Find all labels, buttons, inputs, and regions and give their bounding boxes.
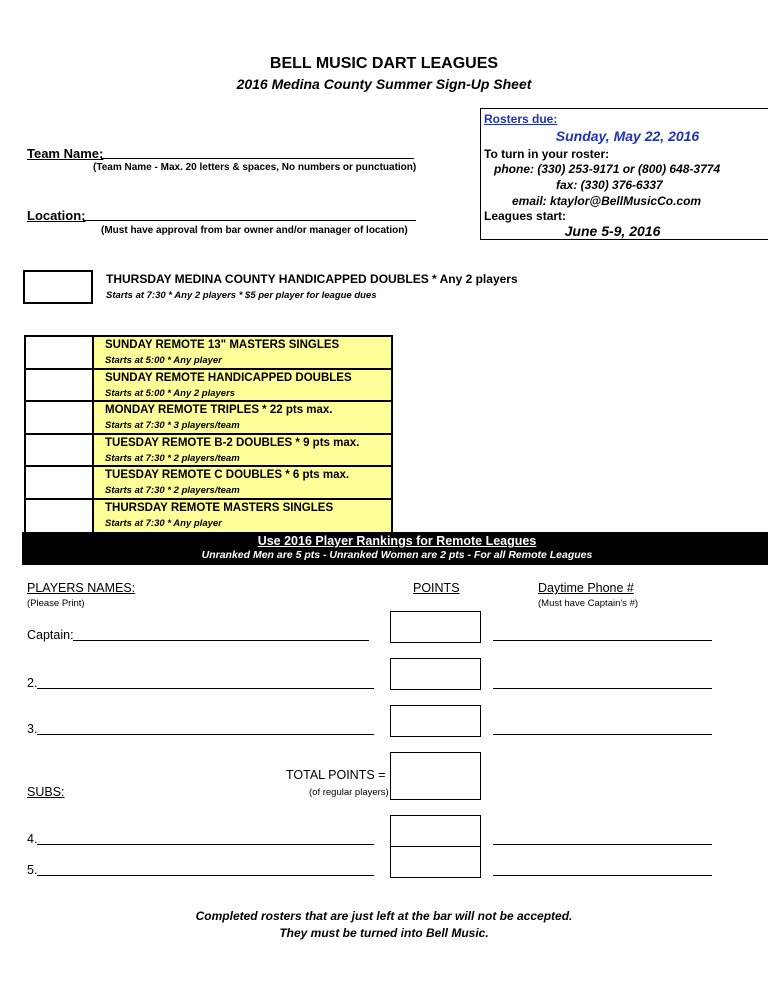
captain-name-field[interactable] xyxy=(73,640,369,641)
player-5-phone-field[interactable] xyxy=(493,875,712,876)
phone-note: (Must have Captain's #) xyxy=(538,598,639,609)
league-cell xyxy=(94,467,391,498)
captain-phone-field[interactable] xyxy=(493,640,712,641)
league-detail: Starts at 7:30 * 2 players/team xyxy=(105,452,240,464)
league-row xyxy=(26,435,391,468)
league-name: MONDAY REMOTE TRIPLES * 22 pts max. xyxy=(105,404,333,416)
league-checkbox[interactable] xyxy=(26,337,94,368)
player-4-label: 4. xyxy=(27,832,38,846)
banner-note: Unranked Men are 5 pts - Unranked Women are 2 pts - For all Remote Leagues xyxy=(201,549,593,561)
rosters-due-label: Rosters due: xyxy=(484,112,558,126)
player-3-name-field[interactable] xyxy=(37,734,374,735)
total-points-note: (of regular players) xyxy=(309,787,389,798)
player-4-points-box[interactable] xyxy=(390,815,481,847)
total-points-label: TOTAL POINTS = xyxy=(286,768,386,782)
league-detail: Starts at 7:30 * 2 players/team xyxy=(105,485,240,496)
page-subtitle: 2016 Medina County Summer Sign-Up Sheet xyxy=(236,76,532,92)
subs-label: SUBS: xyxy=(27,785,65,799)
player-5-label: 5. xyxy=(27,863,38,877)
league-checkbox[interactable] xyxy=(26,402,94,433)
leagues-start-date: June 5-9, 2016 xyxy=(564,223,661,239)
player-3-points-box[interactable] xyxy=(390,705,481,737)
player-2-phone-field[interactable] xyxy=(493,688,712,689)
league-row xyxy=(26,500,391,533)
contact-fax: fax: (330) 376-6337 xyxy=(556,178,663,192)
team-name-field[interactable] xyxy=(101,158,414,159)
rosters-due-date: Sunday, May 22, 2016 xyxy=(555,128,700,144)
league-cell xyxy=(94,500,391,533)
players-names-header: PLAYERS NAMES: xyxy=(27,581,136,595)
league-checkbox[interactable] xyxy=(26,500,94,533)
player-2-name-field[interactable] xyxy=(37,688,374,689)
player-3-label: 3. xyxy=(27,722,38,736)
league-row xyxy=(26,370,391,403)
league-detail: Starts at 5:00 * Any player xyxy=(105,355,222,366)
league-cell xyxy=(94,370,391,401)
remote-leagues-table xyxy=(24,335,393,532)
leagues-start-label: Leagues start: xyxy=(484,209,567,223)
player-5-points-box[interactable] xyxy=(390,846,481,878)
league-detail: Starts at 7:30 * Any player xyxy=(105,517,222,529)
league-checkbox[interactable] xyxy=(26,370,94,401)
points-header: POINTS xyxy=(413,581,460,595)
banner-title: Use 2016 Player Rankings for Remote Leagues xyxy=(257,534,537,548)
league-cell xyxy=(94,337,391,368)
league-name: TUESDAY REMOTE C DOUBLES * 6 pts max. xyxy=(105,469,350,481)
players-names-note: (Please Print) xyxy=(27,598,85,609)
league-cell xyxy=(94,435,391,466)
player-2-label: 2. xyxy=(27,676,38,690)
player-5-name-field[interactable] xyxy=(37,875,374,876)
page-title: BELL MUSIC DART LEAGUES xyxy=(269,55,499,72)
contact-phone: phone: (330) 253-9171 or (800) 648-3774 xyxy=(494,162,721,176)
player-2-points-box[interactable] xyxy=(390,658,481,690)
rankings-banner xyxy=(22,532,768,565)
league-row xyxy=(26,402,391,435)
location-label: Location: xyxy=(27,208,86,223)
footer-warning: Completed rosters that are just left at the bar will not be accepted. xyxy=(195,909,573,923)
league-detail: Starts at 5:00 * Any 2 players xyxy=(105,387,236,399)
player-3-phone-field[interactable] xyxy=(493,734,712,735)
footer-instruction: They must be turned into Bell Music. xyxy=(279,926,489,940)
player-4-name-field[interactable] xyxy=(37,844,374,845)
team-name-note: (Team Name - Max. 20 letters & spaces, No numbers or punctuation) xyxy=(93,162,417,173)
league-name: SUNDAY REMOTE HANDICAPPED DOUBLES xyxy=(105,371,352,384)
league-name: SUNDAY REMOTE 13" MASTERS SINGLES xyxy=(105,339,340,351)
league-name: TUESDAY REMOTE B-2 DOUBLES * 9 pts max. xyxy=(105,436,360,449)
captain-label: Captain: xyxy=(27,628,74,642)
thursday-league-detail: Starts at 7:30 * Any 2 players * $5 per player for league dues xyxy=(106,290,377,301)
league-row xyxy=(26,467,391,500)
total-points-box[interactable] xyxy=(390,752,481,800)
phone-header: Daytime Phone # xyxy=(538,581,634,595)
thursday-league-name: THURSDAY MEDINA COUNTY HANDICAPPED DOUBLES * Any 2 players xyxy=(106,272,518,286)
turn-in-label: To turn in your roster: xyxy=(484,147,610,161)
rosters-info-box xyxy=(480,108,768,240)
thursday-league-checkbox[interactable] xyxy=(23,270,93,304)
league-checkbox[interactable] xyxy=(26,467,94,498)
league-name: THURSDAY REMOTE MASTERS SINGLES xyxy=(105,501,334,514)
league-row xyxy=(26,337,391,370)
captain-points-box[interactable] xyxy=(390,611,481,643)
location-field[interactable] xyxy=(83,220,416,221)
team-name-label: Team Name: xyxy=(27,146,104,161)
contact-email[interactable]: email: ktaylor@BellMusicCo.com xyxy=(512,194,702,208)
location-note: (Must have approval from bar owner and/or manager of location) xyxy=(101,225,408,236)
player-4-phone-field[interactable] xyxy=(493,844,712,845)
league-detail: Starts at 7:30 * 3 players/team xyxy=(105,420,240,431)
league-checkbox[interactable] xyxy=(26,435,94,466)
league-cell xyxy=(94,402,391,433)
